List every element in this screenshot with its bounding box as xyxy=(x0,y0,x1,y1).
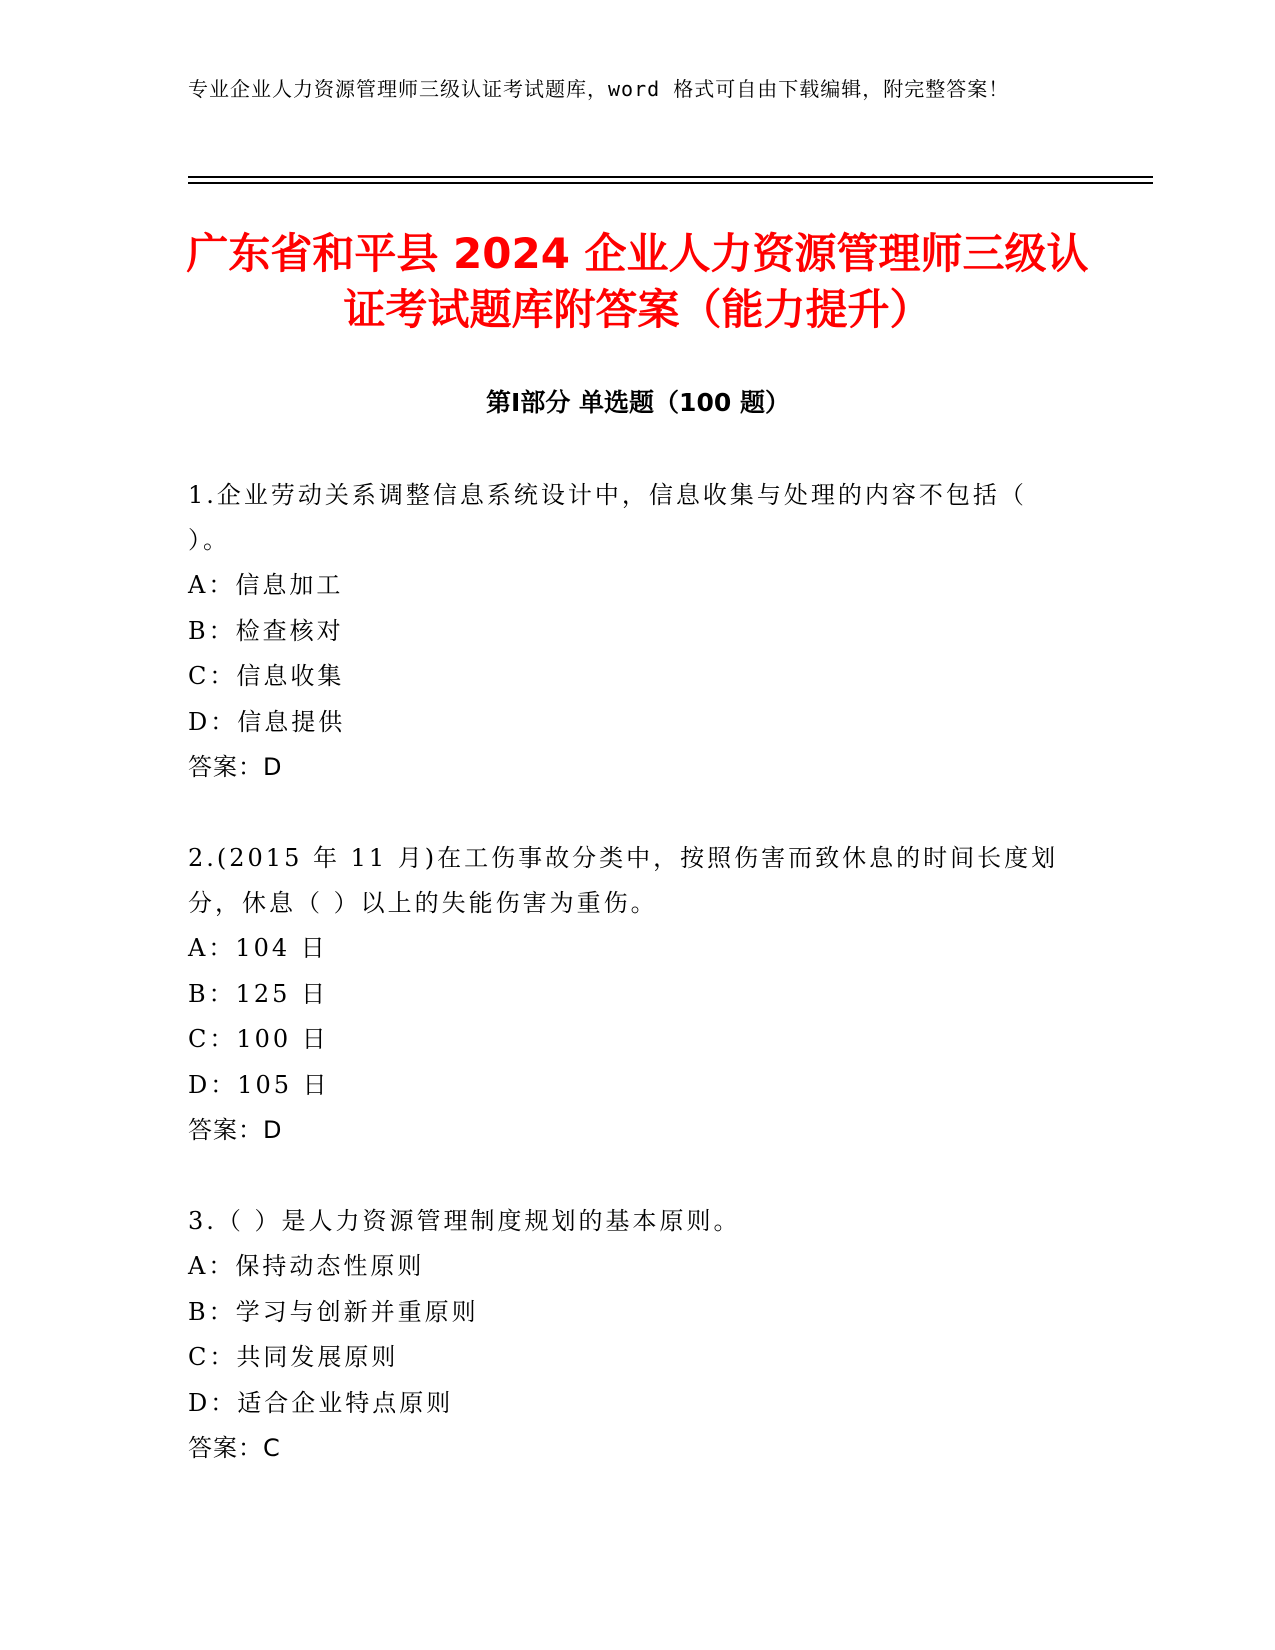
question-stem: 3.（ ）是人力资源管理制度规划的基本原则。 xyxy=(188,1207,741,1235)
option-d: D：信息提供 xyxy=(188,707,346,736)
option-c: C：共同发展原则 xyxy=(188,1343,399,1371)
header-rule-top xyxy=(188,176,1153,178)
question-1 xyxy=(188,473,1078,790)
section-heading: 第Ⅰ部分 单选题（100 题） xyxy=(486,388,790,417)
question-2 xyxy=(188,836,1078,1153)
option-d: D：适合企业特点原则 xyxy=(188,1388,454,1417)
question-3 xyxy=(188,1199,1078,1471)
answer-line: 答案：C xyxy=(188,1434,281,1462)
option-c: C：信息收集 xyxy=(188,662,345,690)
question-stem: 2.(2015 年 11 月)在工伤事故分类中，按照伤害而致休息的时间长度划分，休息（ ）以上的失能伤害为重伤。 xyxy=(188,844,1059,917)
option-b: B：125 日 xyxy=(188,979,329,1008)
document-title: 广东省和平县 2024 企业人力资源管理师三级认证考试题库附答案（能力提升） xyxy=(186,229,1089,334)
header-rule-bottom xyxy=(188,182,1153,184)
option-d: D：105 日 xyxy=(188,1070,330,1099)
option-a: A：104 日 xyxy=(188,934,328,962)
option-a: A：保持动态性原则 xyxy=(188,1252,425,1280)
option-b: B：检查核对 xyxy=(188,616,344,645)
option-c: C：100 日 xyxy=(188,1025,329,1053)
answer-line: 答案：D xyxy=(188,753,283,781)
option-b: B：学习与创新并重原则 xyxy=(188,1297,479,1326)
header-note: 专业企业人力资源管理师三级认证考试题库，word 格式可自由下载编辑，附完整答案！ xyxy=(188,77,1010,101)
question-stem: 1.企业劳动关系调整信息系统设计中，信息收集与处理的内容不包括（ ）。 xyxy=(188,481,1027,554)
option-a: A：信息加工 xyxy=(188,571,344,599)
answer-line: 答案：D xyxy=(188,1116,283,1144)
